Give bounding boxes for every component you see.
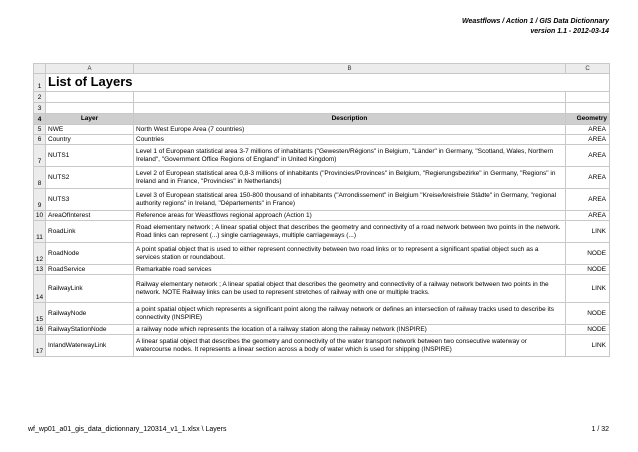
table-row	[34, 211, 610, 221]
layer-cell: RailwayStationNode	[46, 325, 134, 335]
footer-page-number: 1 / 32	[591, 426, 609, 433]
layer-cell: RoadNode	[46, 243, 134, 265]
description-cell: North West Europe Area (7 countries)	[134, 125, 566, 135]
description-cell: Countries	[134, 135, 566, 145]
table-row	[34, 325, 610, 335]
row-number: 9	[34, 189, 46, 211]
layer-cell: InlandWaterwayLink	[46, 335, 134, 357]
table-row	[34, 189, 610, 211]
description-cell: A linear spatial object that describes the geometry and connectivity of the water transport network between two consecutive waterway or watercourse nodes. It represents a linear section across a body of water which is used for shipping (INSPIRE)	[134, 335, 566, 357]
description-cell: Road elementary network ; A linear spatial object that describes the geometry and connectivity of a road network between two points in the network. Road links can represent (...) single carriageways, multiple carriageways (...)	[134, 221, 566, 243]
row-number: 3	[34, 103, 46, 114]
layer-cell: NUTS1	[46, 145, 134, 167]
empty-cell	[46, 103, 134, 114]
row-number: 1	[34, 74, 46, 92]
sheet-row-1	[34, 74, 610, 92]
geometry-cell: NODE	[566, 265, 610, 275]
geometry-cell: LINK	[566, 275, 610, 303]
row-number: 13	[34, 265, 46, 275]
description-cell: a point spatial object which represents a significant point along the railway network or defines an intersection of railway tracks used to describe its connectivity (INSPIRE)	[134, 303, 566, 325]
table-row	[34, 145, 610, 167]
table-row	[34, 335, 610, 357]
geometry-cell: AREA	[566, 167, 610, 189]
column-header-row	[34, 64, 610, 74]
row-number: 4	[34, 114, 46, 125]
description-cell: a railway node which represents the location of a railway station along the railway network (INSPIRE)	[134, 325, 566, 335]
table-row	[34, 243, 610, 265]
footer-file-path: wf_wp01_a01_gis_data_dictionnary_120314_v1_1.xlsx \ Layers	[28, 426, 227, 433]
geometry-cell: AREA	[566, 135, 610, 145]
row-number: 8	[34, 167, 46, 189]
sheet-row-2	[34, 92, 610, 103]
row-number: 10	[34, 211, 46, 221]
row-number: 7	[34, 145, 46, 167]
sheet-title: List of Layers	[46, 74, 610, 92]
column-header-c: C	[566, 64, 610, 74]
geometry-cell: NODE	[566, 243, 610, 265]
table-row	[34, 221, 610, 243]
description-cell: A point spatial object that is used to either represent connectivity between two road links or to represent a significant spatial object such as a services station or roundabout.	[134, 243, 566, 265]
spreadsheet	[33, 63, 610, 357]
geometry-cell: LINK	[566, 335, 610, 357]
document-header-version: version 1.1 - 2012-03-14	[530, 28, 609, 35]
description-cell: Level 1 of European statistical area 3-7 millions of inhabitants ("Gewesten/Régions" in Belgium, "Länder" in Germany, "Scotland, Wales, Northern Ireland", "Government Office Regions of England" in United Kingdom)	[134, 145, 566, 167]
row-number: 16	[34, 325, 46, 335]
header-geometry: Geometry	[566, 114, 610, 125]
sheet-row-3	[34, 103, 610, 114]
geometry-cell: AREA	[566, 125, 610, 135]
layer-cell: NWE	[46, 125, 134, 135]
table-row	[34, 125, 610, 135]
geometry-cell: AREA	[566, 145, 610, 167]
layer-cell: Country	[46, 135, 134, 145]
empty-cell	[134, 92, 566, 103]
row-number: 11	[34, 221, 46, 243]
description-cell: Remarkable road services	[134, 265, 566, 275]
row-number: 5	[34, 125, 46, 135]
layer-cell: RailwayNode	[46, 303, 134, 325]
description-cell: Reference areas for Weastflows regional approach (Action 1)	[134, 211, 566, 221]
header-layer: Layer	[46, 114, 134, 125]
layer-cell: NUTS3	[46, 189, 134, 211]
row-number: 2	[34, 92, 46, 103]
geometry-cell: NODE	[566, 303, 610, 325]
empty-cell	[46, 92, 134, 103]
row-number: 14	[34, 275, 46, 303]
layer-cell: RoadService	[46, 265, 134, 275]
layer-cell: AreaOfInterest	[46, 211, 134, 221]
description-cell: Level 2 of European statistical area 0,8-3 millions of inhabitants ("Provincies/Provinces" in Belgium, "Regierungsbezirke" in Germany, "Regions" in Ireland and in France, "Provincies" in Netherlands)	[134, 167, 566, 189]
geometry-cell: AREA	[566, 211, 610, 221]
empty-cell	[566, 103, 610, 114]
table-row	[34, 275, 610, 303]
row-number: 12	[34, 243, 46, 265]
layer-cell: RailwayLink	[46, 275, 134, 303]
description-cell: Railway elementary network ; A linear spatial object that describes the geometry and connectivity of a railway network between two points in the network. NOTE Railway links can be used to represent stretches of railway with one or multiple tracks.	[134, 275, 566, 303]
geometry-cell: NODE	[566, 325, 610, 335]
geometry-cell: AREA	[566, 189, 610, 211]
row-number: 15	[34, 303, 46, 325]
table-row	[34, 303, 610, 325]
row-number: 17	[34, 335, 46, 357]
column-header-a: A	[46, 64, 134, 74]
table-row	[34, 265, 610, 275]
geometry-cell: LINK	[566, 221, 610, 243]
document-header-title: Weastflows / Action 1 / GIS Data Dictionnary	[461, 18, 609, 25]
layer-cell: RoadLink	[46, 221, 134, 243]
column-header-b: B	[134, 64, 566, 74]
layer-cell: NUTS2	[46, 167, 134, 189]
empty-cell	[134, 103, 566, 114]
corner-cell	[34, 64, 46, 74]
table-row	[34, 167, 610, 189]
description-cell: Level 3 of European statistical area 150-800 thousand of inhabitants ("Arrondissement" in Belgium "Kreise/kreisfreie Städte" in Germany, "regional authority regions" in Ireland, "Départements" in France)	[134, 189, 566, 211]
table-header-row	[34, 114, 610, 125]
empty-cell	[566, 92, 610, 103]
row-number: 6	[34, 135, 46, 145]
header-description: Description	[134, 114, 566, 125]
table-row	[34, 135, 610, 145]
